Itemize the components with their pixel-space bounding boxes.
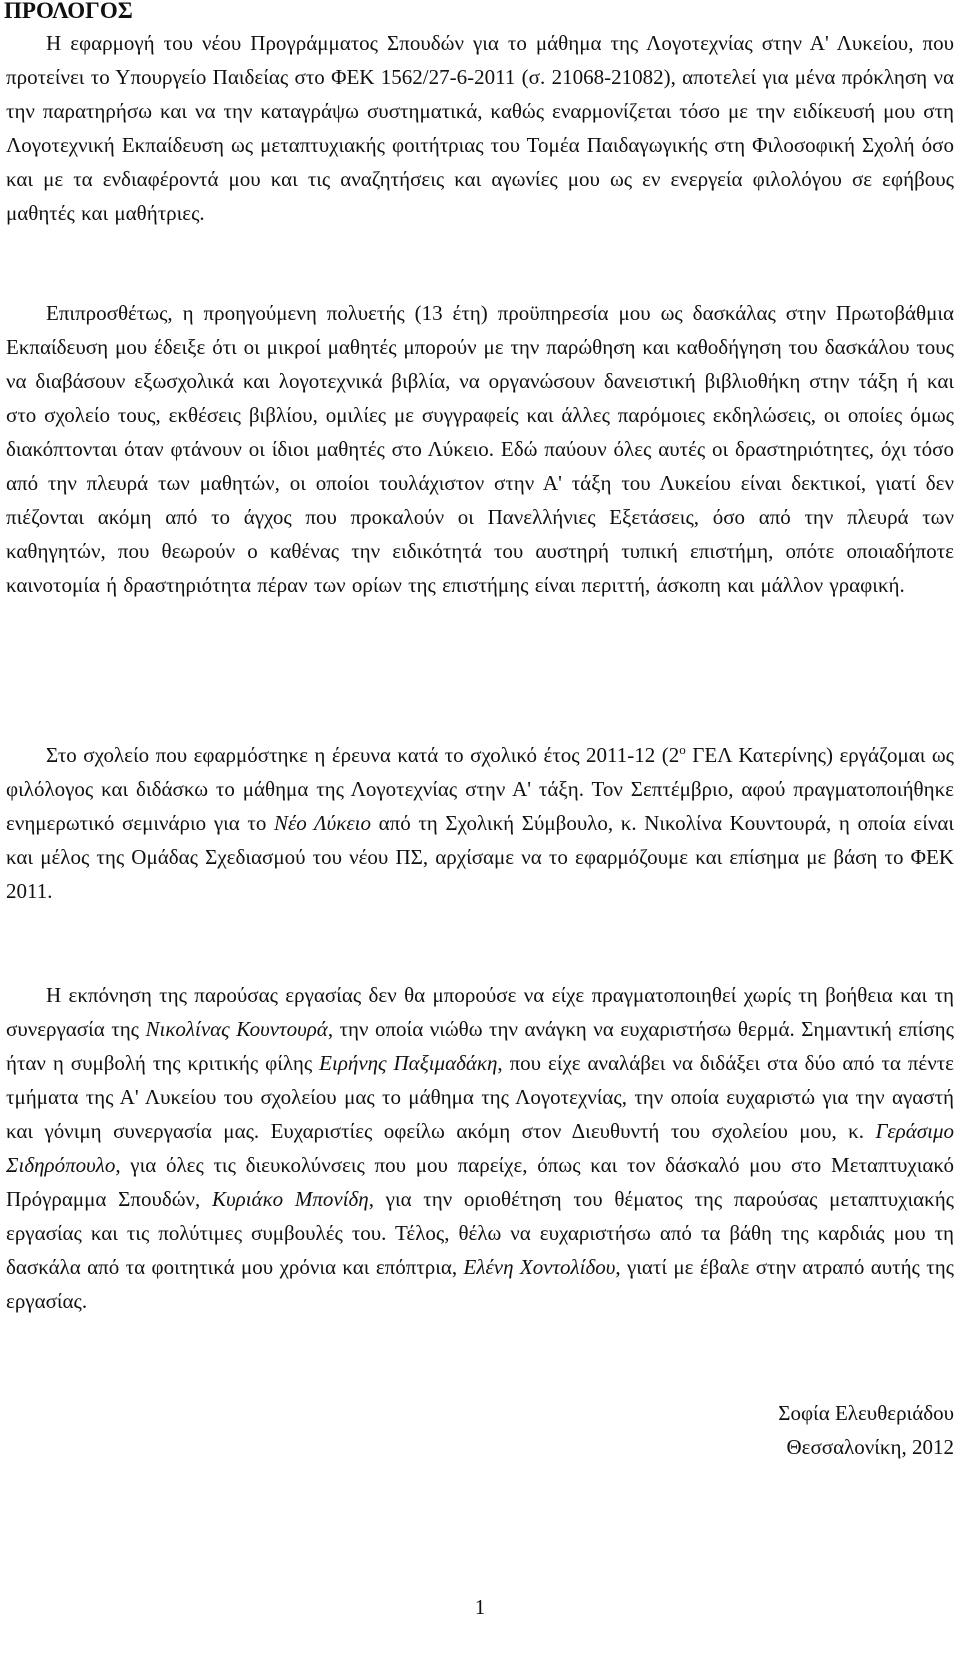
ordinal-superscript: ο [679,742,686,757]
emphasis-name: Νέο Λύκειο [273,811,371,835]
text-run: Η εκπόνηση της παρούσας εργασίας δεν θα μπορούσε να είχε πραγματοποιηθεί χωρίς τη βοήθεια και τη συνεργασία της [6,983,954,1041]
page-heading: ΠΡΟΛΟΓΟΣ [4,0,133,23]
text-run: Στο σχολείο που εφαρμόστηκε η έρευνα κατά το σχολικό έτος 2011-12 (2 [46,743,680,767]
paragraph-introduction: Η εφαρμογή του νέου Προγράμματος Σπουδών για το μάθημα της Λογοτεχνίας στην Α' Λυκείου, που προτείνει το Υπουργείο Παιδείας στο ΦΕΚ 1562/27-6-2011 (σ. 21068-21082), αποτελεί για μένα πρόκληση να την παρατηρήσω και να την καταγράψω συστηματικά, καθώς εναρμονίζεται τόσο με την ειδίκευσή μου στη Λογοτεχνική Εκπαίδευση ως μεταπτυχιακής φοιτήτριας του Τομέα Παιδαγωγικής στη Φιλοσοφική Σχολή όσο και με τα ενδιαφέροντά μου και τις αναζητήσεις και αγωνίες μου ως εν ενεργεία φιλολόγου σε εφήβους μαθητές και μαθήτριες. [6,31,954,225]
text-run: για όλες τις διευκολύνσεις που μου παρείχε, όπως και τον δάσκαλό μου στο Μεταπτυχιακό Πρόγραμμα Σπουδών, [6,1153,954,1211]
text-run: , για την οριοθέτηση του θέματος της παρούσας μεταπτυχιακής εργασίας και τις πολύτιμες συμβουλές του. Τέλος, θέλω να ευχαριστήσω από τα βάθη της καρδιάς μου τη δασκάλα από τα φοιτητικά μου χρόνια και επόπτρια, [6,1187,954,1279]
emphasis-name: Γεράσιμο Σιδηρόπουλο, [6,1119,954,1177]
paragraph-school-context [6,738,954,908]
emphasis-name: Νικολίνας Κουντουρά [145,1017,328,1041]
emphasis-name: Ελένη Χοντολίδου [463,1255,616,1279]
paragraph-experience: Επιπροσθέτως, η προηγούμενη πολυετής (13 έτη) προϋπηρεσία μου ως δασκάλας στην Πρωτοβάθμια Εκπαίδευση μου έδειξε ότι οι μικροί μαθητές μπορούν με την παρώθηση και καθοδήγηση του δασκάλου τους να διαβάσουν εξωσχολικά και λογοτεχνικά βιβλία, να οργανώσουν δανειστική βιβλιοθήκη στην τάξη ή και στο σχολείο τους, εκθέσεις βιβλίου, ομιλίες με συγγραφείς και άλλες παρόμοιες εκδηλώσεις, οι οποίες όμως διακόπτονται όταν φτάνουν οι ίδιοι μαθητές στο Λύκειο. Εδώ παύουν όλες αυτές οι δραστηριότητες, όχι τόσο από την πλευρά των μαθητών, οι οποίοι τουλάχιστον στην Α' τάξη του Λυκείου είναι δεκτικοί, γιατί δεν πιέζονται ακόμη από το άγχος που προκαλούν οι Πανελλήνιες Εξετάσεις, όσο από την πλευρά των καθηγητών, που θεωρούν ο καθένας την ειδικότητά του αυστηρή τυπική επιστήμη, οπότε οποιαδήποτε καινοτομία ή δραστηριότητα πέραν των ορίων της επιστήμης είναι περιττή, άσκοπη και μάλλον γραφική. [6,301,954,597]
signature-name: Σοφία Ελευθεριάδου [778,1401,954,1425]
emphasis-name: Ειρήνης Παξιμαδάκη [319,1051,498,1075]
signature-place-date: Θεσσαλονίκη, 2012 [786,1435,954,1459]
text-run: , την οποία νιώθω την ανάγκη να ευχαριστήσω θερμά. Σημαντική επίσης ήταν η συμβολή της κριτικής φίλης [6,1017,954,1075]
text-run: ΓΕΛ Κατερίνης) εργάζομαι ως φιλόλογος και διδάσκω το μάθημα της Λογοτεχνίας στην Α' τάξη. Τον Σεπτέμβριο, αφού πραγματοποιήθηκε ενημερωτικό σεμινάριο για το [6,743,954,835]
emphasis-name: Κυριάκο Μπονίδη [212,1187,369,1211]
paragraph-acknowledgements [6,978,954,1318]
text-run: , γιατί με έβαλε στην ατραπό αυτής της εργασίας. [6,1255,954,1313]
text-run: , που είχε αναλάβει να διδάξει στα δύο από τα πέντε τμήματα της Α' Λυκείου του σχολείου μας το μάθημα της Λογοτεχνίας, την οποία ευχαριστώ για την αγαστή και γόνιμη συνεργασία μας. Ευχαριστίες οφείλω ακόμη στον Διευθυντή του σχολείου μου, κ. [6,1051,954,1143]
page-number: 1 [474,1595,486,1619]
text-run: από τη Σχολική Σύμβουλο, κ. Νικολίνα Κουντουρά, η οποία είναι και μέλος της Ομάδας Σχεδιασμού του νέου ΠΣ, αρχίσαμε να το εφαρμόζουμε και επίσημα με βάση το ΦΕΚ 2011. [6,811,954,903]
